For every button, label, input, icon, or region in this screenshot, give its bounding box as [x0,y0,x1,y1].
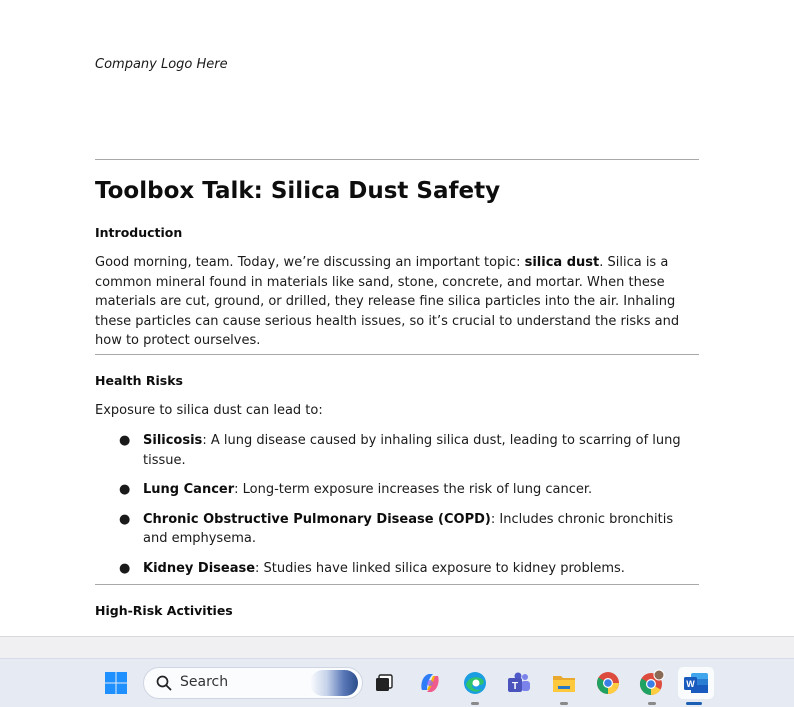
horizontal-rule [95,159,699,160]
document-canvas-bottom [0,636,794,659]
teams-button[interactable] [503,667,535,699]
bullet-icon: ● [119,482,131,497]
section-heading-introduction: Introduction [95,225,183,240]
search-placeholder: Search [180,674,229,690]
list-item: ● Chronic Obstructive Pulmonary Disease (COPD): Includes chronic bronchitis and emphysema. [119,511,674,546]
bullet-icon: ● [119,511,131,527]
bold-term: silica dust [524,255,600,270]
chrome-icon [595,670,621,696]
list-item: ● Kidney Disease: Studies have linked silica exposure to kidney problems. [95,559,683,579]
taskbar-search-box[interactable] [143,667,363,699]
bullet-icon: ● [119,433,131,448]
task-view-button[interactable] [368,667,400,699]
search-highlight-icon [310,670,358,696]
introduction-paragraph: Good morning, team. Today, we’re discussing an important topic: silica dust. Silica is a common mineral found in materials like sand, stone, concrete, and mortar. When these materials are cut, ground, or drilled, they release fine silica particles into the air. Inhaling these particles can cause serious health issues, so it’s crucial to understand the risks and how to protect ourselves. [95,255,680,348]
list-item: ● Lung Cancer: Long-term exposure increases the risk of lung cancer. [95,480,683,500]
section-heading-high-risk: High-Risk Activities [95,603,233,618]
edge-icon [462,670,488,696]
svg-text:W: W [686,679,695,689]
running-indicator [648,702,656,705]
start-button[interactable] [100,667,132,699]
edge-button[interactable] [459,667,491,699]
running-indicator [686,702,702,705]
bullet-icon: ● [119,560,131,576]
search-icon [156,675,172,691]
copilot-icon [417,670,443,696]
health-risks-list [95,431,695,588]
chrome-button[interactable] [592,667,624,699]
document-title: Toolbox Talk: Silica Dust Safety [95,178,501,204]
health-risks-lead: Exposure to silica dust can lead to: [95,403,323,418]
taskbar [0,658,794,707]
list-item: ● Silicosis: A lung disease caused by inhaling silica dust, leading to scarring of lung tissue. [119,433,681,468]
chrome-profile-icon [638,669,666,697]
running-indicator [560,702,568,705]
company-logo-placeholder: Company Logo Here [95,57,228,72]
word-button[interactable] [678,667,714,699]
teams-icon [506,670,532,696]
copilot-button[interactable] [414,667,446,699]
chrome-profile-button[interactable] [636,667,668,699]
file-explorer-button[interactable] [548,667,580,699]
horizontal-rule [95,354,699,355]
running-indicator [471,702,479,705]
file-explorer-icon [551,671,577,695]
svg-text:T: T [511,681,519,692]
horizontal-rule [95,584,699,585]
word-icon [683,671,709,695]
section-heading-health-risks: Health Risks [95,373,183,388]
task-view-icon [373,672,395,694]
windows-start-icon [104,671,128,695]
